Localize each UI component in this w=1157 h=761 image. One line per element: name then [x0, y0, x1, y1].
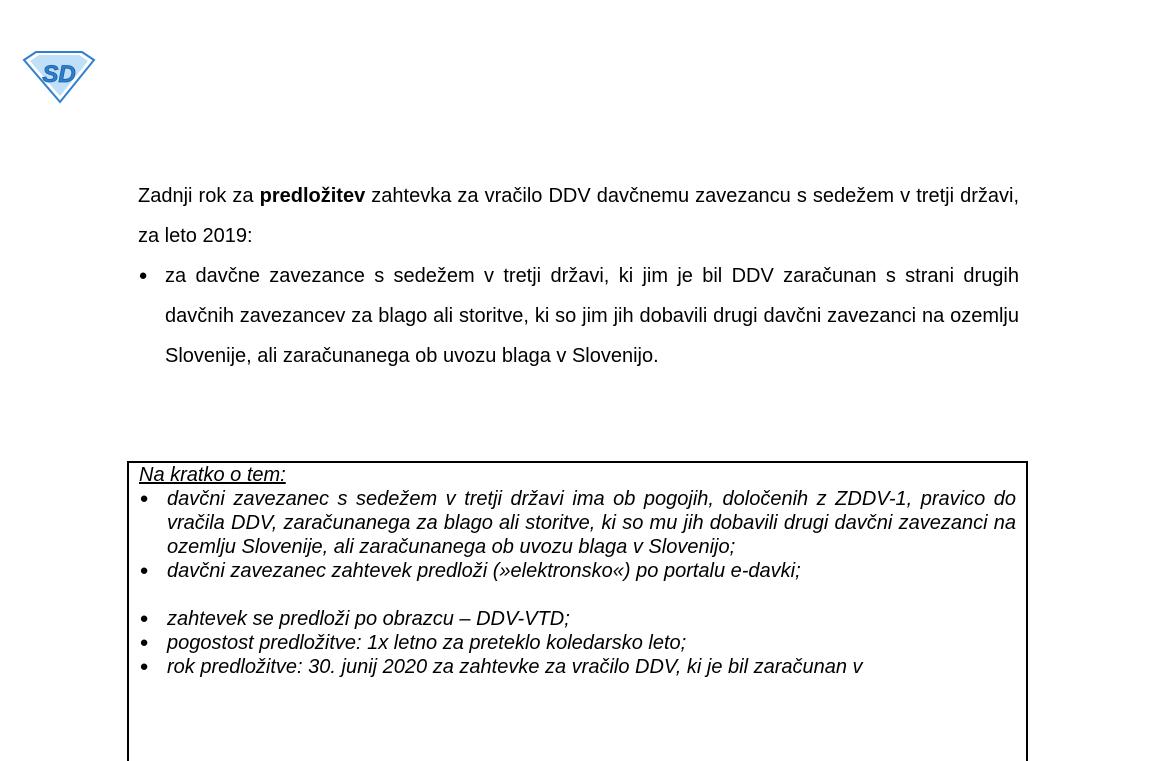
- bullet-icon: ●: [138, 267, 148, 284]
- list-item-text: zahtevek se predloži po obrazcu – DDV-VTD;: [167, 608, 570, 630]
- summary-box: [127, 461, 1028, 761]
- intro-text-bold: predložitev: [259, 185, 366, 207]
- list-item-text: pogostost predložitve: 1x letno za preteklo koledarsko leto;: [167, 632, 687, 654]
- intro-paragraph: [138, 176, 1019, 256]
- list-item-text: davčni zavezanec s sedežem v tretji državi ima ob pogojih, določenih z ZDDV-1, pravico do vračila DDV, zaračunanega za blago ali storitve, ki so mu jih dobavili drugi davčni zavezanci na ozemlju Slovenije, ali zaračunanega ob uvozu blaga v Slovenijo;: [167, 488, 1016, 558]
- bullet-icon: ●: [139, 562, 149, 579]
- intro-text-prefix: Zadnji rok za: [138, 185, 260, 207]
- intro-text-suffix: zahtevka za vračilo DDV davčnemu zavezancu s sedežem v tretji državi, za leto 2019:: [138, 185, 1019, 247]
- list-item-text: davčni zavezanec zahtevek predloži (»elektronsko«) po portalu e-davki;: [167, 560, 801, 582]
- list-item: [139, 655, 1016, 679]
- company-logo: [22, 50, 96, 104]
- summary-box-title: Na kratko o tem:: [139, 464, 286, 486]
- list-item-text: rok predložitve: 30. junij 2020 za zahtevke za vračilo DDV, ki je bil zaračunan v: [167, 656, 863, 678]
- intro-bullet-list: [138, 256, 1019, 376]
- bullet-icon: ●: [139, 634, 149, 651]
- list-item: [139, 631, 1016, 655]
- list-item-text: za davčne zavezance s sedežem v tretji državi, ki jim je bil DDV zaračunan s strani drugih davčnih zavezancev za blago ali storitve, ki so jim jih dobavili drugi davčni zavezanci na ozemlju Slovenije, ali zaračunanega ob uvozu blaga v Slovenijo.: [165, 265, 1019, 367]
- logo-text: SD: [42, 61, 76, 88]
- bullet-icon: ●: [139, 610, 149, 627]
- list-item: [139, 559, 1016, 583]
- list-item: [138, 256, 1019, 376]
- list-item: [139, 607, 1016, 631]
- bullet-icon: ●: [139, 658, 149, 675]
- intro-section: [138, 176, 1019, 376]
- bullet-icon: ●: [139, 490, 149, 507]
- summary-bullet-list: [139, 487, 1016, 679]
- list-item: [139, 487, 1016, 559]
